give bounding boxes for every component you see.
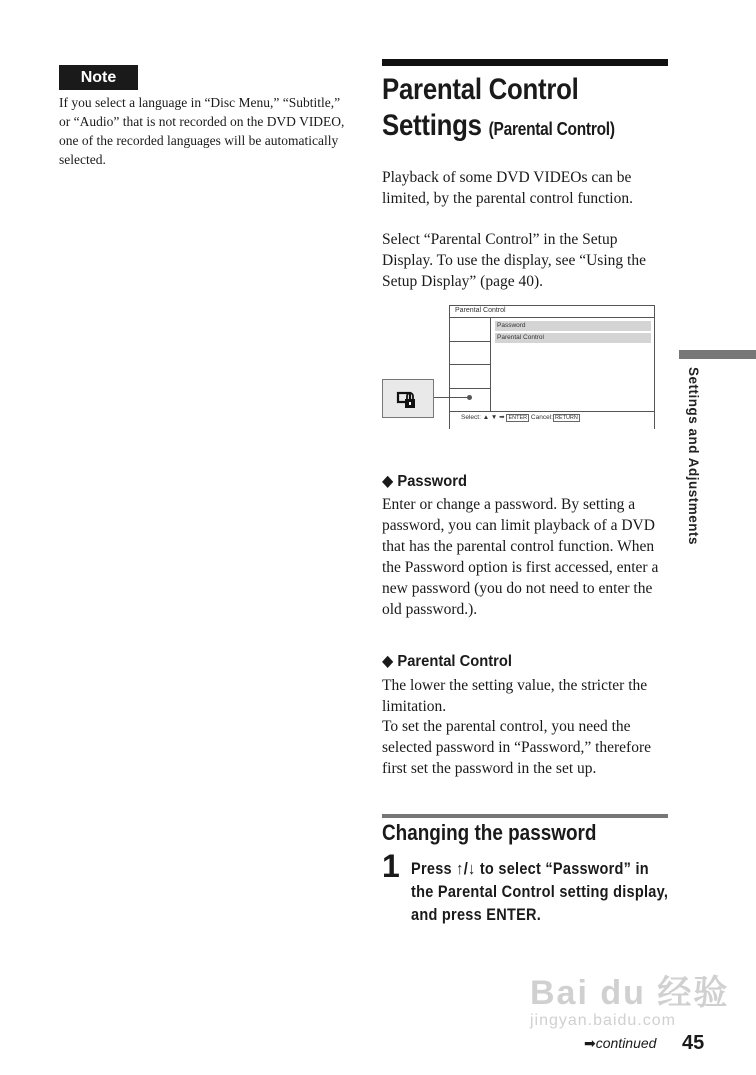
- figure-menu-item-password: Password: [495, 321, 651, 331]
- figure-arrow-icons: ▲ ▼ ➡: [482, 414, 505, 421]
- password-heading-text: Password: [397, 473, 467, 490]
- title-settings: Settings: [382, 109, 482, 142]
- title-rule: [382, 59, 668, 66]
- intro-paragraph-2: Select “Parental Control” in the Setup Display. To use the display, see “Using the Setup Display” (page 40).: [382, 231, 646, 290]
- side-tab-bar: [679, 350, 756, 359]
- intro-paragraph-1: Playback of some DVD VIDEOs can be limited, by the parental control function.: [382, 169, 633, 207]
- figure-footer-rule: [449, 411, 655, 412]
- figure-column-divider: [450, 388, 491, 389]
- figure-menu-item-parental-control: Parental Control: [495, 333, 651, 343]
- note-text: If you select a language in “Disc Menu,” “Subtitle,” or “Audio” that is not recorded on the DVD VIDEO, one of the recorded languages will be automatically selected.: [59, 95, 345, 167]
- title-line-1: Parental Control: [382, 73, 579, 106]
- watermark-url: jingyan.baidu.com: [530, 1012, 676, 1029]
- step-text: Press ↑/↓ to select “Password” in the Parental Control setting display, and press ENTER.: [411, 860, 669, 924]
- diamond-bullet-icon: ◆: [382, 653, 394, 670]
- continued-text: continued: [595, 1035, 657, 1051]
- continued-label: [584, 1035, 656, 1052]
- figure-footer-cancel: Cancel:: [530, 414, 553, 421]
- figure-return-key: RETURN: [554, 415, 578, 421]
- figure-footer-select: Select:: [461, 414, 481, 421]
- parental-control-heading: [382, 652, 512, 672]
- diamond-bullet-icon: ◆: [382, 473, 394, 490]
- section-rule: [382, 814, 668, 818]
- step-number: 1: [382, 848, 400, 884]
- watermark-logo-text: Bai du 经验: [530, 974, 730, 1012]
- side-tab-label: Settings and Adjustments: [686, 367, 701, 546]
- arrow-right-icon: ➡: [584, 1035, 596, 1051]
- parental-control-heading-text: Parental Control: [397, 653, 512, 670]
- password-body: Enter or change a password. By setting a password, you can limit playback of a DVD that has the parental control function. When the Password option is first accessed, enter a new password (you do not need to enter the old password.).: [382, 496, 659, 618]
- password-heading: [382, 472, 467, 492]
- parental-control-body-1: The lower the setting value, the stricter the limitation.: [382, 677, 648, 715]
- figure-column-divider: [450, 341, 491, 342]
- figure-header: Parental Control: [455, 307, 506, 314]
- note-badge: Note: [59, 65, 138, 90]
- page-number: 45: [682, 1032, 705, 1054]
- parental-control-body-2: To set the parental control, you need the selected password in “Password,” therefore first set the password in the set up.: [382, 718, 652, 777]
- figure-footer: [461, 413, 580, 421]
- changing-password-heading: Changing the password: [382, 820, 597, 845]
- page-title: [382, 72, 640, 147]
- figure-enter-key: ENTER: [508, 415, 528, 421]
- parental-lock-icon: [382, 379, 434, 418]
- baidu-watermark: [530, 965, 729, 1030]
- title-subtitle: (Parental Control): [488, 119, 615, 139]
- figure-column-divider: [450, 364, 491, 365]
- figure-leader-dot: [467, 395, 472, 400]
- figure-leader-line: [434, 397, 470, 398]
- title-line-2: [382, 108, 640, 147]
